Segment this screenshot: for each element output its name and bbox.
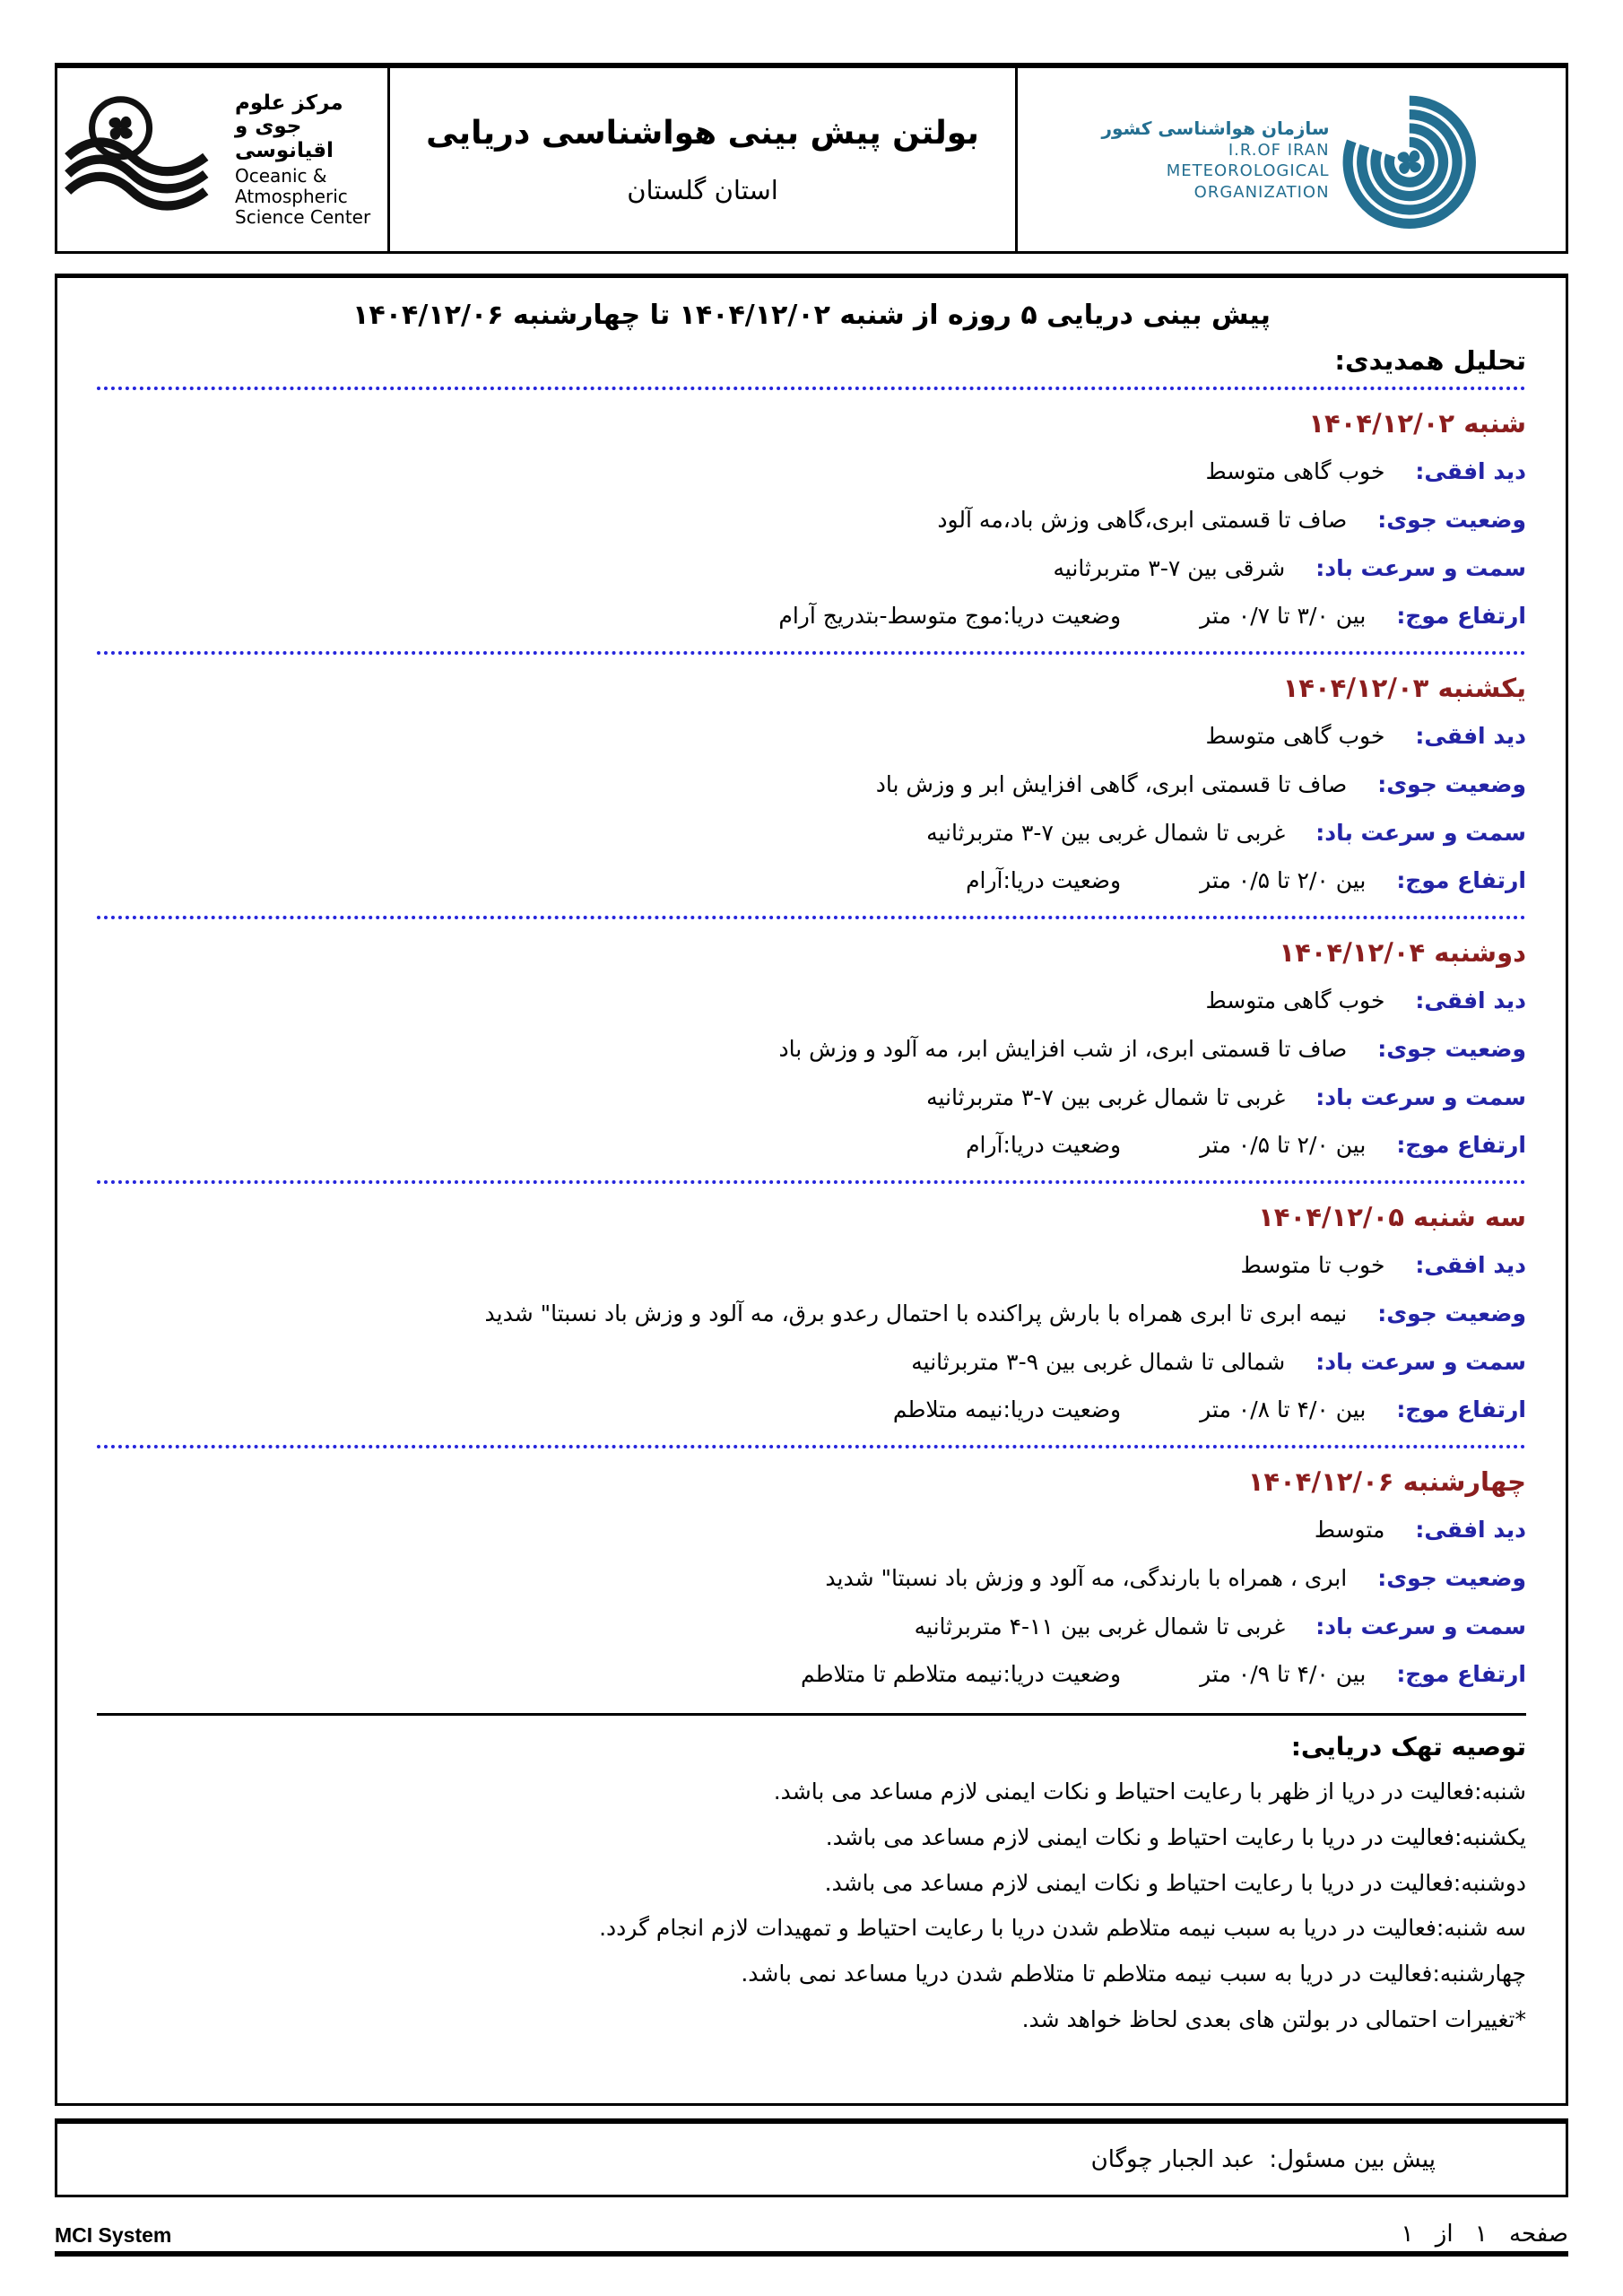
bulletin-title-cell <box>390 68 1018 251</box>
visibility-value: متوسط <box>1314 1517 1385 1543</box>
visibility-value: خوب گاهی متوسط <box>1205 458 1385 484</box>
forecaster-label: پیش بین مسئول: <box>1269 2145 1436 2173</box>
forecast-title: پیش بینی دریایی ۵ روزه از شنبه ۱۴۰۴/۱۲/۰۲ تا چهارشنبه ۱۴۰۴/۱۲/۰۶ <box>352 300 1271 331</box>
page-footer <box>55 2221 1568 2248</box>
day-block-wednesday <box>97 1466 1526 1690</box>
visibility-label: دید افقی: <box>1415 1517 1526 1543</box>
visibility-row <box>97 721 1526 752</box>
wind-label: سمت و سرعت باد: <box>1315 554 1526 581</box>
day-date: یکشنبه ۱۴۰۴/۱۲/۰۳ <box>1282 673 1526 703</box>
advisory-item: *تغییرات احتمالی در بولتن های بعدی لحاظ خواهد شد. <box>1021 2005 1526 2032</box>
wave-label: ارتفاع موج: <box>1396 1132 1526 1159</box>
weather-value: صاف تا قسمتی ابری، از شب افزایش ابر، مه آلود و وزش باد <box>778 1035 1348 1062</box>
day-block-saturday <box>97 408 1526 655</box>
visibility-label: دید افقی: <box>1415 1252 1526 1278</box>
page-number: صفحه ۱ از ۱ <box>1401 2221 1568 2248</box>
visibility-row <box>97 986 1526 1016</box>
sea-state-value: وضعیت دریا:آرام <box>966 867 1122 894</box>
advisory-item: دوشنبه:فعالیت در دریا با رعایت احتیاط و نکات ایمنی لازم مساعد می باشد. <box>824 1869 1526 1896</box>
wave-row <box>97 601 1526 631</box>
wind-row <box>97 1612 1526 1642</box>
visibility-label: دید افقی: <box>1415 987 1526 1013</box>
weather-label: وضعیت جوی: <box>1377 1300 1526 1326</box>
wave-label: ارتفاع موج: <box>1396 1396 1526 1423</box>
wind-label: سمت و سرعت باد: <box>1315 819 1526 846</box>
footer-rule <box>55 2251 1568 2257</box>
wind-value: غربی تا شمال غربی بین ۷-۳ متربرثانیه <box>926 1083 1286 1110</box>
met-org-name-en3: ORGANIZATION <box>1193 182 1330 202</box>
oceanic-center-name-fa: مرکز علوم جوی و اقیانوسی <box>235 91 343 162</box>
wave-value: بین ۲/۰ تا ۰/۵ متر <box>1200 867 1367 894</box>
weather-row <box>97 770 1526 800</box>
visibility-label: دید افقی: <box>1415 723 1526 749</box>
advisory-item: چهارشنبه:فعالیت در دریا به سبب نیمه متلاطم تا متلاطم شدن دریا مساعد نمی باشد. <box>741 1961 1526 1987</box>
weather-label: وضعیت جوی: <box>1377 770 1526 797</box>
oceanic-center-name <box>235 91 384 228</box>
wind-value: غربی تا شمال غربی بین ۱۱-۴ متربرثانیه <box>914 1613 1286 1639</box>
weather-value: صاف تا قسمتی ابری،گاهی وزش باد،مه آلود <box>937 506 1348 533</box>
wave-value: بین ۳/۰ تا ۰/۷ متر <box>1200 603 1367 630</box>
wave-row <box>97 865 1526 896</box>
bulletin-title: بولتن پیش بینی هواشناسی دریایی <box>426 114 979 152</box>
wave-value: بین ۴/۰ تا ۰/۹ متر <box>1200 1661 1367 1688</box>
weather-value: صاف تا قسمتی ابری، گاهی افزایش ابر و وزش باد <box>875 770 1348 797</box>
wave-value: بین ۴/۰ تا ۰/۸ متر <box>1200 1396 1367 1423</box>
sea-state-value: وضعیت دریا:موج متوسط-بتدریج آرام <box>778 603 1122 630</box>
wave-row <box>97 1659 1526 1690</box>
met-org-logo-icon <box>1332 84 1482 235</box>
wave-row <box>97 1395 1526 1425</box>
wave-value: بین ۲/۰ تا ۰/۵ متر <box>1200 1132 1367 1159</box>
oceanic-center-cell <box>57 68 390 251</box>
wind-value: شرقی بین ۷-۳ متربرثانیه <box>1053 554 1286 581</box>
visibility-value: خوب گاهی متوسط <box>1205 987 1385 1013</box>
advisory-item: سه شنبه:فعالیت در دریا به سبب نیمه متلاطم شدن دریا با رعایت احتیاط و تمهیدات لازم انجام گردد. <box>599 1915 1526 1942</box>
sea-state-value: وضعیت دریا:نیمه متلاطم <box>892 1396 1122 1423</box>
weather-row <box>97 1299 1526 1329</box>
wind-row <box>97 553 1526 584</box>
oceanic-center-name-en2: Science Center <box>235 206 371 229</box>
met-org-name <box>1101 117 1329 203</box>
day-date: دوشنبه ۱۴۰۴/۱۲/۰۴ <box>1279 937 1526 968</box>
wind-label: سمت و سرعت باد: <box>1315 1083 1526 1110</box>
wave-label: ارتفاع موج: <box>1396 603 1526 630</box>
day-block-sunday <box>97 673 1526 919</box>
advisory-item: یکشنبه:فعالیت در دریا با رعایت احتیاط و نکات ایمنی لازم مساعد می باشد. <box>825 1823 1526 1850</box>
weather-row <box>97 1034 1526 1065</box>
forecaster-name: عبد الجبار چوگان <box>1090 2145 1255 2173</box>
day-date: چهارشنبه ۱۴۰۴/۱۲/۰۶ <box>1247 1466 1526 1497</box>
sea-state-value: وضعیت دریا:نیمه متلاطم تا متلاطم <box>800 1661 1122 1688</box>
synoptic-heading: تحلیل همدیدی: <box>1334 345 1526 376</box>
wind-value: غربی تا شمال غربی بین ۷-۳ متربرثانیه <box>926 819 1286 846</box>
weather-label: وضعیت جوی: <box>1377 1035 1526 1062</box>
forecast-body <box>55 274 1568 2106</box>
sea-state-value: وضعیت دریا:آرام <box>966 1132 1122 1159</box>
dotted-separator <box>97 916 1526 919</box>
wind-label: سمت و سرعت باد: <box>1315 1348 1526 1375</box>
wave-label: ارتفاع موج: <box>1396 867 1526 894</box>
weather-value: نیمه ابری تا ابری همراه با بارش پراکنده با احتمال رعدو برق، مه آلود و وزش باد نسبتا" شدید <box>484 1300 1348 1326</box>
weather-label: وضعیت جوی: <box>1377 1564 1526 1591</box>
met-org-name-en1: I.R.OF IRAN <box>1228 140 1330 160</box>
weather-value: ابری ، همراه با بارندگی، مه آلود و وزش باد نسبتا" شدید <box>825 1564 1348 1591</box>
province-name: استان گلستان <box>627 174 778 205</box>
weather-row <box>97 505 1526 535</box>
wind-value: شمالی تا شمال غربی بین ۹-۳ متربرثانیه <box>911 1348 1286 1375</box>
weather-label: وضعیت جوی: <box>1377 506 1526 533</box>
dotted-separator <box>97 1180 1526 1184</box>
dotted-separator <box>97 1445 1526 1448</box>
day-block-tuesday <box>97 1202 1526 1448</box>
advisory-separator-line <box>97 1713 1526 1716</box>
wind-row <box>97 1083 1526 1113</box>
system-name: MCI System <box>55 2223 172 2247</box>
visibility-value: خوب گاهی متوسط <box>1205 723 1385 749</box>
visibility-value: خوب تا متوسط <box>1240 1252 1385 1278</box>
oceanic-center-logo-icon <box>61 92 233 227</box>
dotted-separator <box>97 651 1526 655</box>
oceanic-center-name-en1: Oceanic & Atmospheric <box>235 165 348 208</box>
visibility-row <box>97 1515 1526 1545</box>
visibility-row <box>97 457 1526 487</box>
bulletin-header <box>55 63 1568 254</box>
day-date: شنبه ۱۴۰۴/۱۲/۰۲ <box>1308 408 1526 439</box>
dotted-separator <box>97 387 1526 390</box>
met-org-cell <box>1018 68 1566 251</box>
visibility-row <box>97 1250 1526 1281</box>
visibility-label: دید افقی: <box>1415 458 1526 484</box>
wave-label: ارتفاع موج: <box>1396 1661 1526 1688</box>
met-org-name-en2: METEOROLOGICAL <box>1166 161 1330 181</box>
wind-row <box>97 1347 1526 1378</box>
wind-label: سمت و سرعت باد: <box>1315 1613 1526 1639</box>
forecaster-box <box>55 2118 1568 2197</box>
advisory-item: شنبه:فعالیت در دریا از ظهر با رعایت احتیاط و نکات ایمنی لازم مساعد می باشد. <box>773 1779 1526 1805</box>
advisory-heading: توصیه تهک دریایی: <box>1290 1732 1526 1761</box>
wave-row <box>97 1130 1526 1161</box>
wind-row <box>97 818 1526 848</box>
day-date: سه شنبه ۱۴۰۴/۱۲/۰۵ <box>1258 1202 1526 1232</box>
met-org-name-fa: سازمان هواشناسی کشور <box>1101 117 1330 139</box>
weather-row <box>97 1563 1526 1594</box>
day-block-monday <box>97 937 1526 1184</box>
